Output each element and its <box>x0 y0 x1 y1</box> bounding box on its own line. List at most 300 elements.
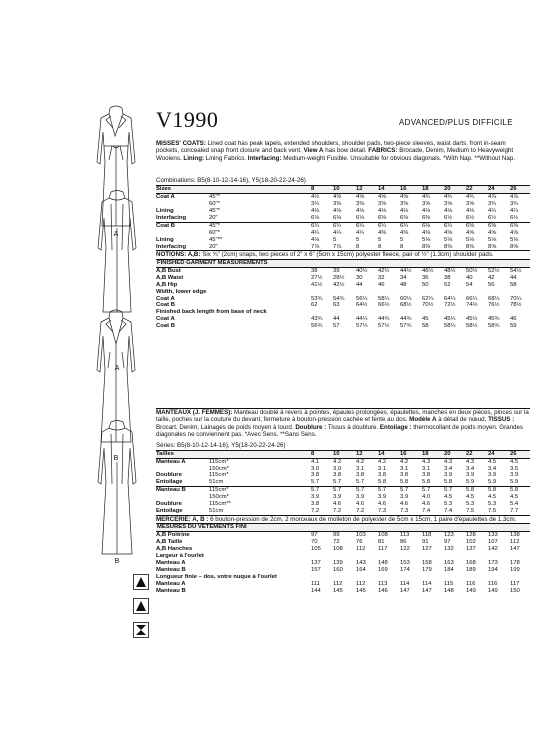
measurement-cell: 174 <box>400 567 410 574</box>
yardage-row <box>156 222 530 230</box>
measurement-cell: 58¼ <box>378 295 390 302</box>
width-title: Width, lower edge <box>156 288 207 295</box>
yardage-cell: 5.7 <box>400 487 409 494</box>
fabrics-title: TISSUS : <box>488 416 515 424</box>
measurement-cell: 149 <box>466 587 476 594</box>
measurement-cell: 68¼ <box>488 295 500 302</box>
row-label: A,B Poitrine <box>156 532 190 539</box>
measurement-cell: 56 <box>488 281 495 288</box>
sketch-label: B <box>113 455 119 462</box>
yardage-cell: 4⅝ <box>378 193 387 200</box>
yardage-cell: 4.2 <box>333 458 342 465</box>
measurement-cell: 99 <box>333 532 340 539</box>
size-cell: 24 <box>488 450 495 457</box>
yardage-cell: 4⅝ <box>488 229 497 236</box>
measurement-cell: 108 <box>333 546 343 553</box>
measurement-cell: 127 <box>422 546 432 553</box>
measurement-cell: 39 <box>333 267 340 274</box>
measurement-cell: 81 <box>378 539 385 546</box>
yardage-cell: 3.9 <box>466 472 475 479</box>
measurement-row <box>156 539 530 546</box>
measurement-cell: 118 <box>422 532 432 539</box>
measurement-cell: 64¼ <box>444 295 456 302</box>
coat-a-back-sketch <box>95 188 139 372</box>
yardage-cell: 7.4 <box>422 508 431 515</box>
measurement-cell: 78½ <box>510 302 522 309</box>
yardage-cell: 5⅛ <box>488 236 497 243</box>
yardage-cell: 5.8 <box>444 479 453 486</box>
measurement-cell: 164 <box>356 567 366 574</box>
measurement-cell: 91 <box>422 539 429 546</box>
measurement-cell: 184 <box>444 567 454 574</box>
yardage-cell: 5 <box>400 236 404 243</box>
yardage-cell: 3.9 <box>333 494 342 501</box>
measurement-cell: 123 <box>444 532 454 539</box>
measurement-cell: 48½ <box>444 267 456 274</box>
yardage-cell: 5⅛ <box>444 236 453 243</box>
yardage-cell: 4.2 <box>356 458 365 465</box>
notions-title: NOTIONS: A,B: <box>156 251 201 259</box>
fabrics-text: Brocade, Denim, Medium to Heavyweight Woolens. <box>156 147 514 162</box>
yardage-cell: 5.7 <box>311 487 320 494</box>
measurement-row <box>156 275 530 282</box>
row-label: Manteau A <box>156 458 186 465</box>
row-label: Entoilage <box>156 508 183 515</box>
yardage-cell: 3.9 <box>510 472 519 479</box>
yardage-cell: 4⅛ <box>400 207 409 214</box>
yardage-cell: 4.6 <box>422 501 431 508</box>
measurement-cell: 58½ <box>466 323 478 330</box>
yardage-cell: 5.7 <box>333 487 342 494</box>
measurement-cell: 117 <box>378 546 388 553</box>
row-label: A,B Hip <box>156 281 178 288</box>
finished-rows <box>156 532 530 553</box>
measurement-cell: 74½ <box>466 302 478 309</box>
fabrics-text: Brocart, Denim, Lainages de poids moyen à lourd. <box>156 423 294 431</box>
row-label: Manteau A <box>156 580 186 587</box>
sketch-label: A <box>114 365 120 372</box>
size-cell: 10 <box>333 186 340 192</box>
measurement-cell: 112 <box>356 580 366 587</box>
yardage-cell: 6⅛ <box>333 214 342 221</box>
row-label: Coat A <box>156 295 175 302</box>
yardage-cell: 4⅞ <box>510 193 519 200</box>
fabric-width: 115cm* <box>209 487 229 494</box>
yardage-cell: 4⅜ <box>400 229 409 236</box>
measurement-row <box>156 546 530 553</box>
yardage-cell: 4⅝ <box>466 229 475 236</box>
measurement-cell: 54 <box>466 281 473 288</box>
measurement-cell: 179 <box>422 567 432 574</box>
yardage-cell: 4.5 <box>510 458 519 465</box>
yardage-cell: 4⅛ <box>311 236 320 243</box>
yardage-cell: 5⅛ <box>466 236 475 243</box>
yardage-cell: 8⅜ <box>444 243 453 250</box>
yardage-cell: 4¾ <box>444 193 453 200</box>
yardage-row <box>156 466 530 473</box>
lining-text: Tissus à doublure. <box>327 423 379 431</box>
fabrics-title: FABRICS: <box>368 147 398 155</box>
measurement-cell: 44¾ <box>378 316 390 323</box>
legend-icons <box>133 574 149 643</box>
measurement-cell: 70¼ <box>510 295 522 302</box>
measurement-cell: 59 <box>510 323 517 330</box>
size-cell: 8 <box>311 186 315 192</box>
measurement-cell: 66½ <box>378 302 390 309</box>
measurement-cell: 147 <box>510 546 520 553</box>
measurement-cell: 46 <box>510 316 517 323</box>
row-label: A,B Waist <box>156 274 184 281</box>
fabric-width: 115cm* <box>209 472 229 479</box>
measurement-cell: 113 <box>400 532 410 539</box>
measurement-cell: 70 <box>311 539 318 546</box>
description-title: MISSES' COATS: <box>156 140 206 147</box>
yardage-cell: 4¼ <box>311 229 320 236</box>
yardage-row <box>156 508 530 515</box>
yardage-cell: 6⅜ <box>400 214 409 221</box>
measurement-cell: 105 <box>311 546 321 553</box>
measurement-cell: 138 <box>510 532 520 539</box>
measurement-cell: 44¼ <box>356 316 368 323</box>
yardage-cell: 4.0 <box>422 494 431 501</box>
yardage-cell: 3⅝ <box>422 200 431 207</box>
measurement-cell: 137 <box>311 560 321 567</box>
yardage-cell: 4⅛ <box>356 207 365 214</box>
measurement-cell: 43¾ <box>311 316 323 323</box>
yardage-cell: 3.9 <box>400 494 409 501</box>
yardage-row <box>156 479 530 486</box>
yardage-cell: 4⅛ <box>444 207 453 214</box>
yardage-cell: 4.2 <box>400 458 409 465</box>
yardage-cell: 4.5 <box>510 494 519 501</box>
measurement-cell: 112 <box>333 580 343 587</box>
yardage-cell: 3.8 <box>356 472 365 479</box>
measurement-cell: 160 <box>333 567 343 574</box>
yardage-cell: 4⅛ <box>422 207 431 214</box>
yardage-row <box>156 494 530 501</box>
yardage-cell: 4¾ <box>422 193 431 200</box>
yardage-row <box>156 201 530 208</box>
yardage-cell: 3.4 <box>444 465 453 472</box>
yardage-cell: 8 <box>356 243 360 250</box>
yardage-cell: 7.2 <box>333 508 342 515</box>
measurement-cell: 122 <box>400 546 410 553</box>
yardage-cell: 3⅜ <box>333 200 342 207</box>
measurement-cell: 133 <box>488 532 498 539</box>
measurement-cell: 50 <box>422 281 429 288</box>
measurement-cell: 111 <box>311 580 320 587</box>
measurement-row <box>156 532 530 539</box>
yardage-cell: 6¼ <box>400 222 409 229</box>
finished-title: MESURES DU VÊTEMENTS FINI <box>156 523 530 532</box>
fabric-width: 45"** <box>209 236 223 243</box>
measurement-cell: 107 <box>488 539 498 546</box>
yardage-cell: 5.8 <box>378 479 387 486</box>
yardage-cell: 4.6 <box>356 501 365 508</box>
yardage-row <box>156 472 530 479</box>
measurement-row <box>156 567 530 574</box>
measurement-cell: 173 <box>488 560 498 567</box>
yardage-cell: 4.3 <box>466 458 475 465</box>
yardage-cell: 8⅝ <box>488 243 497 250</box>
fabric-width: 20" <box>209 243 218 250</box>
yardage-cell: 3.9 <box>444 472 453 479</box>
measurement-cell: 44 <box>510 274 517 281</box>
measurement-cell: 76 <box>356 539 363 546</box>
yardage-row <box>156 237 530 244</box>
yardage-cell: 4.5 <box>488 458 497 465</box>
yardage-cell: 4⅝ <box>444 229 453 236</box>
yardage-cell: 4⅜ <box>378 229 387 236</box>
measurement-cell: 199 <box>510 567 520 574</box>
row-label: Lining <box>156 207 174 214</box>
row-label: Coat B <box>156 323 175 330</box>
measurement-cell: 149 <box>488 587 498 594</box>
lining-text: Lining Fabrics. <box>205 154 247 162</box>
fabric-width: 150cm* <box>209 494 229 501</box>
measurement-cell: 142 <box>488 546 498 553</box>
row-label: Interfacing <box>156 214 187 221</box>
row-label: Manteau A <box>156 560 186 567</box>
measurement-cell: 132 <box>444 546 454 553</box>
yardage-row <box>156 215 530 222</box>
yardage-cell: 7.2 <box>356 508 365 515</box>
measurement-row <box>156 588 530 595</box>
notions-text: Six ¾" (2cm) snaps, two pieces of 2" x 6" (5cm x 15cm) polyester fleece, pair of ½" (1.3cm) shoulder pads. <box>202 251 494 259</box>
measurement-cell: 42½ <box>378 267 390 274</box>
yardage-cell: 7.4 <box>444 508 453 515</box>
size-cell: 18 <box>422 450 429 457</box>
measurement-row <box>156 282 530 289</box>
measurement-cell: 194 <box>488 567 498 574</box>
notions-en <box>156 250 530 258</box>
row-label: Manteau B <box>156 567 186 574</box>
yardage-cell: 8 <box>378 243 382 250</box>
size-cell: 16 <box>400 450 407 457</box>
yardage-cell: 5.3 <box>444 501 453 508</box>
size-cell: 20 <box>444 186 451 192</box>
row-label: A,B Taille <box>156 539 183 546</box>
measurement-row <box>156 323 530 330</box>
measurement-cell: 60¼ <box>400 295 412 302</box>
measurement-cell: 102 <box>466 539 476 546</box>
measurement-cell: 72 <box>333 539 340 546</box>
measurement-cell: 189 <box>466 567 476 574</box>
measurement-cell: 56¾ <box>311 323 323 330</box>
measurement-cell: 114 <box>422 580 432 587</box>
measurement-cell: 144 <box>311 587 321 594</box>
row-label: A,B Bust <box>156 267 181 274</box>
row-label: Coat A <box>156 193 175 200</box>
measurement-row <box>156 581 530 588</box>
yardage-cell: 7.3 <box>378 508 387 515</box>
yardage-cell: 5 <box>378 236 382 243</box>
measurement-cell: 50½ <box>466 267 478 274</box>
yardage-cell: 4¼ <box>488 207 497 214</box>
yardage-cell: 3⅜ <box>356 200 365 207</box>
measurement-cell: 45¼ <box>444 316 456 323</box>
yardage-cell: 7.7 <box>510 508 519 515</box>
yardage-cell: 5.3 <box>466 501 475 508</box>
measurement-cell: 27½ <box>311 274 323 281</box>
measurement-row <box>156 268 530 275</box>
yardage-cell: 3.8 <box>422 472 431 479</box>
yardage-cell: 5.9 <box>510 479 519 486</box>
measurement-row <box>156 302 530 309</box>
yardage-cell: 4¼ <box>356 229 365 236</box>
measurement-cell: 148 <box>378 560 388 567</box>
yardage-cell: 5.7 <box>356 487 365 494</box>
measurement-cell: 178 <box>510 560 520 567</box>
measurement-cell: 117 <box>510 580 520 587</box>
size-cell: 22 <box>466 186 473 192</box>
yardage-cell: 4⅝ <box>333 193 342 200</box>
yardage-cell: 4⅝ <box>356 193 365 200</box>
yardage-cell: 6⅛ <box>422 222 431 229</box>
measurements-table-fr <box>156 408 530 595</box>
yardage-cell: 4.1 <box>311 458 320 465</box>
yardage-cell: 5.9 <box>488 479 497 486</box>
interfacing-title: Interfacing: <box>247 154 282 162</box>
measurement-cell: 52 <box>444 281 451 288</box>
yardage-cell: 5.7 <box>311 479 320 486</box>
pattern-number: V1990 <box>156 107 219 132</box>
measurement-cell: 62¼ <box>422 295 434 302</box>
fabric-width: 115cm** <box>209 501 231 508</box>
fabric-width: 115cm* <box>209 458 229 465</box>
measurement-cell: 54¾ <box>333 295 345 302</box>
sizes-label: Tailles <box>156 450 174 457</box>
yardage-cell: 8 <box>400 243 404 250</box>
yardage-cell: 3.0 <box>311 465 320 472</box>
yardage-cell: 6¼ <box>378 222 387 229</box>
yardage-cell: 3.9 <box>311 494 320 501</box>
measurement-cell: 44 <box>356 281 363 288</box>
yardage-cell: 4.5 <box>444 494 453 501</box>
measurement-cell: 52½ <box>488 267 500 274</box>
yardage-cell: 7.2 <box>311 508 320 515</box>
yardage-cell: 4⅛ <box>378 207 387 214</box>
fabric-width: 45"* <box>209 207 220 214</box>
length-title: Finished back length from base of neck <box>156 309 267 316</box>
sketch-label: B <box>114 558 120 565</box>
measurement-cell: 63 <box>333 302 340 309</box>
measurement-cell: 46½ <box>422 267 434 274</box>
lining-title: Doublure : <box>295 423 327 431</box>
size-cell: 18 <box>422 186 429 192</box>
yardage-cell: 3.8 <box>311 501 320 508</box>
measurement-cell: 36 <box>422 274 429 281</box>
yardage-row <box>156 230 530 237</box>
yardage-cell: 4⅛ <box>311 207 320 214</box>
yardage-cell: 7.5 <box>488 508 497 515</box>
yardage-cell: 6⅜ <box>378 214 387 221</box>
yardage-row <box>156 194 530 201</box>
yardage-cell: 3⅝ <box>466 200 475 207</box>
yardage-cell: 4⅛ <box>466 207 475 214</box>
yardage-cell: 6⅜ <box>466 222 475 229</box>
measurement-cell: 147 <box>422 587 432 594</box>
yardage-cell: 4⅜ <box>422 229 431 236</box>
yardage-cell: 3.0 <box>333 465 342 472</box>
measurement-cell: 66¼ <box>466 295 478 302</box>
yardage-cell: 3.1 <box>422 465 431 472</box>
row-label: Manteau B <box>156 487 186 494</box>
fabric-width: 20" <box>209 214 218 221</box>
yardage-cell: 4.5 <box>488 494 497 501</box>
measurement-cell: 76½ <box>488 302 500 309</box>
yardage-cell: 5.8 <box>510 487 519 494</box>
yardage-cell: 4.6 <box>400 501 409 508</box>
size-cell: 26 <box>510 186 517 192</box>
description-body: Manteau doublé à revers à pointes, épaules prolongées, épaulettes, manches en deux pièces, pinces sur la taille, poches sur la couture du devant, fermeture à bouton-pression cachée et fente au dos. <box>156 409 529 424</box>
yardage-cell: 6⅛ <box>356 214 365 221</box>
yardage-rows <box>156 459 530 516</box>
measurement-cell: 28½ <box>333 274 345 281</box>
combinations-line: Combinations: B5(8-10-12-14-16), Y5(18-20-22-24-26) <box>156 177 306 184</box>
size-cell: 8 <box>311 450 315 457</box>
width-title: Largeur à l'ourlet <box>156 553 204 560</box>
yardage-cell: 3.1 <box>378 465 387 472</box>
yardage-cell: 3⅝ <box>444 200 453 207</box>
yardage-cell: 3¾ <box>510 200 519 207</box>
combinations-line: Séries: B5(8-10-12-14-16), Y5(18-20-22-24-26) <box>156 441 286 449</box>
yardage-cell: 7⅞ <box>311 243 320 250</box>
measurement-cell: 40 <box>466 274 473 281</box>
measurement-cell: 146 <box>378 587 388 594</box>
fabric-width: 60"* <box>209 200 220 207</box>
measurement-cell: 58¾ <box>488 323 500 330</box>
size-cell: 26 <box>510 450 517 457</box>
size-cell: 14 <box>378 186 385 192</box>
row-label: Coat A <box>156 316 175 323</box>
yardage-cell: 5⅛ <box>422 236 431 243</box>
yardage-cell: 6⅜ <box>510 222 519 229</box>
length-rows <box>156 316 530 330</box>
yardage-cell: 3.9 <box>488 472 497 479</box>
yardage-row <box>156 459 530 466</box>
measurement-cell: 45¾ <box>488 316 500 323</box>
measurement-cell: 145 <box>356 587 366 594</box>
measurement-cell: 62 <box>311 302 318 309</box>
fabric-width: 45"* <box>209 222 220 229</box>
measurement-cell: 45½ <box>466 316 478 323</box>
yardage-cell: 4.6 <box>378 501 387 508</box>
interfacing-text: Medium-weight Fusible. Unsuitable for obvious diagonals. *With Nap. **Without Nap. <box>283 154 516 162</box>
measurement-cell: 58¼ <box>444 323 456 330</box>
yardage-cell: 6½ <box>510 214 519 221</box>
yardage-cell: 8⅜ <box>466 243 475 250</box>
measurement-cell: 41½ <box>311 281 323 288</box>
size-cell: 20 <box>444 450 451 457</box>
row-label: Coat B <box>156 302 175 309</box>
yardage-cell: 5⅛ <box>510 236 519 243</box>
yardage-cell: 5.7 <box>333 479 342 486</box>
description-title: MANTEAUX (J. FEMMES): <box>156 409 233 416</box>
yardage-cell: 5.7 <box>444 487 453 494</box>
measurement-cell: 147 <box>400 587 410 594</box>
measurement-cell: 34 <box>400 274 407 281</box>
description-fr <box>156 408 530 439</box>
measurement-cell: 70½ <box>422 302 434 309</box>
size-cell: 14 <box>378 450 385 457</box>
row-label: Doublure <box>156 501 182 508</box>
yardage-cell: 4¼ <box>510 207 519 214</box>
size-cell: 22 <box>466 450 473 457</box>
yardage-cell: 3¾ <box>488 200 497 207</box>
yardage-cell: 5.7 <box>378 487 387 494</box>
yardage-row <box>156 501 530 508</box>
